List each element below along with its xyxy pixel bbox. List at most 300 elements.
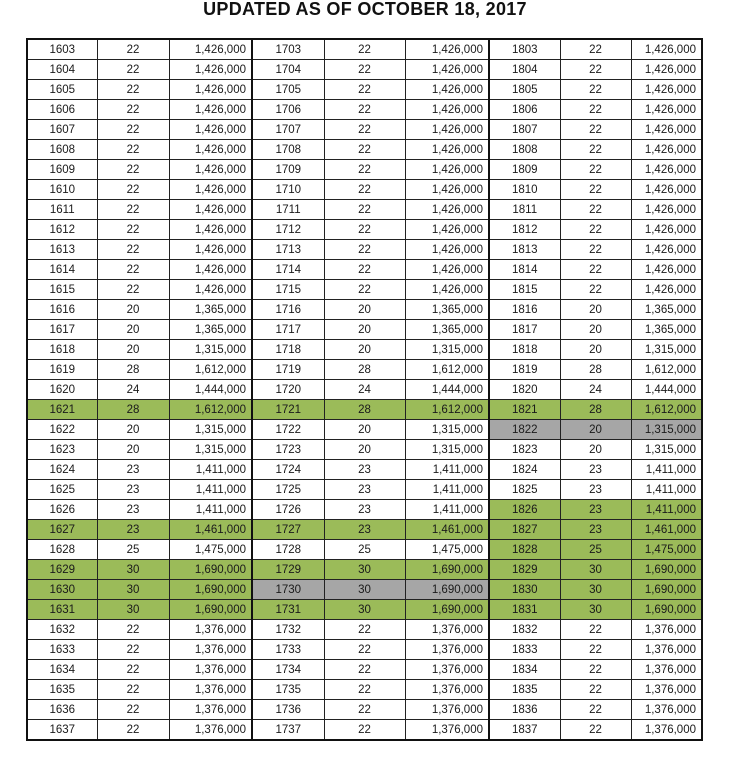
- price-cell: 1,426,000: [631, 240, 702, 260]
- size-cell: 22: [560, 180, 631, 200]
- price-cell: 1,376,000: [405, 640, 489, 660]
- size-cell: 22: [324, 700, 405, 720]
- unit-number-cell: 1708: [252, 140, 324, 160]
- size-cell: 20: [97, 440, 169, 460]
- unit-number-cell: 1723: [252, 440, 324, 460]
- table-row: [27, 60, 702, 80]
- price-cell: 1,426,000: [631, 60, 702, 80]
- size-cell: 20: [560, 340, 631, 360]
- price-cell: 1,315,000: [169, 420, 252, 440]
- size-cell: 20: [324, 320, 405, 340]
- unit-number-cell: 1705: [252, 80, 324, 100]
- table-row: [27, 200, 702, 220]
- unit-number-cell: 1812: [489, 220, 560, 240]
- size-cell: 22: [560, 120, 631, 140]
- unit-number-cell: 1618: [27, 340, 97, 360]
- size-cell: 28: [324, 360, 405, 380]
- size-cell: 24: [560, 380, 631, 400]
- unit-number-cell: 1728: [252, 540, 324, 560]
- price-cell: 1,426,000: [631, 39, 702, 60]
- price-cell: 1,426,000: [405, 180, 489, 200]
- table-row: [27, 320, 702, 340]
- price-cell: 1,426,000: [169, 160, 252, 180]
- size-cell: 23: [97, 480, 169, 500]
- price-cell: 1,426,000: [169, 100, 252, 120]
- price-cell: 1,315,000: [405, 440, 489, 460]
- price-cell: 1,426,000: [631, 200, 702, 220]
- unit-number-cell: 1729: [252, 560, 324, 580]
- size-cell: 20: [560, 440, 631, 460]
- unit-number-cell: 1824: [489, 460, 560, 480]
- table-row: [27, 120, 702, 140]
- price-cell: 1,426,000: [169, 180, 252, 200]
- price-cell: 1,426,000: [631, 100, 702, 120]
- size-cell: 22: [324, 60, 405, 80]
- unit-number-cell: 1805: [489, 80, 560, 100]
- unit-number-cell: 1633: [27, 640, 97, 660]
- unit-number-cell: 1818: [489, 340, 560, 360]
- size-cell: 22: [97, 280, 169, 300]
- size-cell: 22: [560, 160, 631, 180]
- price-cell: 1,426,000: [631, 140, 702, 160]
- size-cell: 30: [97, 560, 169, 580]
- size-cell: 22: [324, 260, 405, 280]
- size-cell: 22: [97, 140, 169, 160]
- size-cell: 23: [324, 500, 405, 520]
- size-cell: 22: [560, 39, 631, 60]
- price-cell: 1,612,000: [405, 400, 489, 420]
- unit-price-table: [26, 38, 703, 741]
- size-cell: 22: [324, 200, 405, 220]
- unit-number-cell: 1836: [489, 700, 560, 720]
- unit-number-cell: 1821: [489, 400, 560, 420]
- price-cell: 1,461,000: [169, 520, 252, 540]
- unit-number-cell: 1628: [27, 540, 97, 560]
- unit-number-cell: 1804: [489, 60, 560, 80]
- size-cell: 22: [560, 620, 631, 640]
- price-cell: 1,376,000: [169, 700, 252, 720]
- table-row: [27, 700, 702, 720]
- size-cell: 25: [560, 540, 631, 560]
- price-cell: 1,690,000: [169, 600, 252, 620]
- unit-number-cell: 1814: [489, 260, 560, 280]
- price-cell: 1,376,000: [405, 660, 489, 680]
- price-cell: 1,426,000: [405, 280, 489, 300]
- unit-number-cell: 1835: [489, 680, 560, 700]
- size-cell: 22: [97, 620, 169, 640]
- unit-number-cell: 1629: [27, 560, 97, 580]
- table-row: [27, 440, 702, 460]
- price-cell: 1,426,000: [405, 200, 489, 220]
- size-cell: 30: [324, 580, 405, 600]
- unit-number-cell: 1625: [27, 480, 97, 500]
- unit-number-cell: 1623: [27, 440, 97, 460]
- size-cell: 22: [97, 200, 169, 220]
- price-cell: 1,426,000: [405, 60, 489, 80]
- price-cell: 1,376,000: [169, 640, 252, 660]
- price-cell: 1,411,000: [169, 480, 252, 500]
- size-cell: 28: [97, 400, 169, 420]
- size-cell: 23: [560, 520, 631, 540]
- unit-number-cell: 1733: [252, 640, 324, 660]
- table-row: [27, 160, 702, 180]
- price-cell: 1,315,000: [405, 420, 489, 440]
- size-cell: 20: [324, 420, 405, 440]
- table-row: [27, 460, 702, 480]
- size-cell: 20: [97, 340, 169, 360]
- price-cell: 1,426,000: [631, 260, 702, 280]
- price-cell: 1,411,000: [631, 500, 702, 520]
- table-row: [27, 80, 702, 100]
- price-cell: 1,426,000: [169, 280, 252, 300]
- size-cell: 22: [324, 80, 405, 100]
- unit-number-cell: 1609: [27, 160, 97, 180]
- price-cell: 1,426,000: [169, 240, 252, 260]
- unit-number-cell: 1718: [252, 340, 324, 360]
- price-cell: 1,376,000: [631, 660, 702, 680]
- unit-number-cell: 1604: [27, 60, 97, 80]
- size-cell: 28: [97, 360, 169, 380]
- price-cell: 1,426,000: [631, 180, 702, 200]
- price-cell: 1,411,000: [405, 500, 489, 520]
- price-cell: 1,612,000: [631, 360, 702, 380]
- size-cell: 22: [560, 280, 631, 300]
- size-cell: 30: [560, 580, 631, 600]
- size-cell: 22: [324, 660, 405, 680]
- size-cell: 25: [324, 540, 405, 560]
- size-cell: 20: [324, 440, 405, 460]
- table-row: [27, 620, 702, 640]
- unit-number-cell: 1827: [489, 520, 560, 540]
- unit-number-cell: 1834: [489, 660, 560, 680]
- size-cell: 22: [324, 240, 405, 260]
- size-cell: 22: [324, 160, 405, 180]
- page-title: UPDATED AS OF OCTOBER 18, 2017: [203, 0, 527, 19]
- unit-number-cell: 1620: [27, 380, 97, 400]
- price-cell: 1,426,000: [405, 120, 489, 140]
- size-cell: 20: [560, 420, 631, 440]
- size-cell: 22: [97, 700, 169, 720]
- size-cell: 22: [324, 280, 405, 300]
- size-cell: 28: [560, 400, 631, 420]
- size-cell: 22: [97, 720, 169, 741]
- price-cell: 1,426,000: [169, 80, 252, 100]
- unit-number-cell: 1711: [252, 200, 324, 220]
- price-cell: 1,376,000: [169, 680, 252, 700]
- size-cell: 22: [97, 660, 169, 680]
- size-cell: 28: [560, 360, 631, 380]
- unit-number-cell: 1803: [489, 39, 560, 60]
- size-cell: 20: [97, 320, 169, 340]
- price-cell: 1,690,000: [631, 560, 702, 580]
- price-cell: 1,411,000: [405, 480, 489, 500]
- table-row: [27, 600, 702, 620]
- size-cell: 22: [324, 620, 405, 640]
- size-cell: 22: [560, 140, 631, 160]
- size-cell: 23: [97, 520, 169, 540]
- price-cell: 1,376,000: [631, 680, 702, 700]
- size-cell: 22: [560, 100, 631, 120]
- price-cell: 1,426,000: [405, 260, 489, 280]
- table-row: [27, 560, 702, 580]
- size-cell: 22: [324, 120, 405, 140]
- size-cell: 22: [97, 240, 169, 260]
- price-cell: 1,411,000: [405, 460, 489, 480]
- price-cell: 1,444,000: [405, 380, 489, 400]
- size-cell: 20: [324, 340, 405, 360]
- size-cell: 22: [97, 260, 169, 280]
- unit-number-cell: 1719: [252, 360, 324, 380]
- unit-number-cell: 1813: [489, 240, 560, 260]
- price-cell: 1,461,000: [631, 520, 702, 540]
- table-row: [27, 720, 702, 741]
- size-cell: 30: [560, 600, 631, 620]
- unit-number-cell: 1621: [27, 400, 97, 420]
- price-cell: 1,426,000: [169, 220, 252, 240]
- price-cell: 1,690,000: [405, 600, 489, 620]
- table-row: [27, 660, 702, 680]
- size-cell: 22: [97, 640, 169, 660]
- price-cell: 1,365,000: [631, 320, 702, 340]
- unit-number-cell: 1615: [27, 280, 97, 300]
- size-cell: 22: [97, 220, 169, 240]
- unit-number-cell: 1607: [27, 120, 97, 140]
- unit-number-cell: 1716: [252, 300, 324, 320]
- unit-number-cell: 1614: [27, 260, 97, 280]
- table-row: [27, 520, 702, 540]
- size-cell: 22: [560, 200, 631, 220]
- unit-number-cell: 1828: [489, 540, 560, 560]
- size-cell: 22: [324, 720, 405, 741]
- price-cell: 1,690,000: [169, 580, 252, 600]
- price-cell: 1,376,000: [405, 720, 489, 741]
- price-cell: 1,444,000: [631, 380, 702, 400]
- price-cell: 1,426,000: [405, 39, 489, 60]
- size-cell: 22: [560, 60, 631, 80]
- size-cell: 22: [97, 60, 169, 80]
- unit-number-cell: 1815: [489, 280, 560, 300]
- price-cell: 1,426,000: [405, 140, 489, 160]
- price-cell: 1,426,000: [631, 120, 702, 140]
- size-cell: 23: [324, 520, 405, 540]
- unit-number-cell: 1720: [252, 380, 324, 400]
- table-row: [27, 240, 702, 260]
- size-cell: 23: [560, 480, 631, 500]
- size-cell: 20: [560, 300, 631, 320]
- size-cell: 24: [97, 380, 169, 400]
- table-row: [27, 380, 702, 400]
- price-cell: 1,426,000: [169, 120, 252, 140]
- unit-number-cell: 1706: [252, 100, 324, 120]
- size-cell: 22: [560, 240, 631, 260]
- table-row: [27, 360, 702, 380]
- unit-number-cell: 1817: [489, 320, 560, 340]
- unit-number-cell: 1811: [489, 200, 560, 220]
- unit-number-cell: 1624: [27, 460, 97, 480]
- price-cell: 1,690,000: [405, 580, 489, 600]
- unit-number-cell: 1610: [27, 180, 97, 200]
- unit-number-cell: 1707: [252, 120, 324, 140]
- table-row: [27, 580, 702, 600]
- unit-number-cell: 1731: [252, 600, 324, 620]
- size-cell: 22: [324, 180, 405, 200]
- unit-number-cell: 1726: [252, 500, 324, 520]
- unit-number-cell: 1630: [27, 580, 97, 600]
- table-row: [27, 260, 702, 280]
- size-cell: 30: [560, 560, 631, 580]
- price-cell: 1,426,000: [169, 39, 252, 60]
- size-cell: 23: [324, 460, 405, 480]
- table-row: [27, 420, 702, 440]
- unit-number-cell: 1737: [252, 720, 324, 741]
- unit-number-cell: 1826: [489, 500, 560, 520]
- size-cell: 22: [97, 39, 169, 60]
- price-cell: 1,376,000: [405, 620, 489, 640]
- unit-number-cell: 1730: [252, 580, 324, 600]
- unit-number-cell: 1631: [27, 600, 97, 620]
- price-cell: 1,426,000: [405, 100, 489, 120]
- unit-number-cell: 1732: [252, 620, 324, 640]
- unit-number-cell: 1608: [27, 140, 97, 160]
- price-cell: 1,426,000: [631, 280, 702, 300]
- size-cell: 22: [560, 260, 631, 280]
- table-row: [27, 500, 702, 520]
- size-cell: 23: [560, 460, 631, 480]
- table-row: [27, 100, 702, 120]
- unit-number-cell: 1735: [252, 680, 324, 700]
- unit-number-cell: 1830: [489, 580, 560, 600]
- price-cell: 1,376,000: [169, 620, 252, 640]
- unit-number-cell: 1635: [27, 680, 97, 700]
- unit-number-cell: 1606: [27, 100, 97, 120]
- price-cell: 1,690,000: [405, 560, 489, 580]
- price-cell: 1,411,000: [631, 480, 702, 500]
- size-cell: 22: [324, 220, 405, 240]
- unit-number-cell: 1807: [489, 120, 560, 140]
- unit-number-cell: 1823: [489, 440, 560, 460]
- price-cell: 1,376,000: [405, 700, 489, 720]
- unit-number-cell: 1722: [252, 420, 324, 440]
- table-row: [27, 140, 702, 160]
- price-cell: 1,690,000: [631, 580, 702, 600]
- unit-number-cell: 1632: [27, 620, 97, 640]
- price-cell: 1,376,000: [169, 660, 252, 680]
- price-cell: 1,365,000: [405, 320, 489, 340]
- size-cell: 22: [560, 720, 631, 741]
- price-cell: 1,426,000: [169, 200, 252, 220]
- price-cell: 1,411,000: [169, 460, 252, 480]
- table-row: [27, 480, 702, 500]
- size-cell: 22: [560, 220, 631, 240]
- size-cell: 22: [324, 39, 405, 60]
- price-cell: 1,444,000: [169, 380, 252, 400]
- unit-number-cell: 1736: [252, 700, 324, 720]
- unit-number-cell: 1622: [27, 420, 97, 440]
- unit-number-cell: 1636: [27, 700, 97, 720]
- price-cell: 1,475,000: [169, 540, 252, 560]
- unit-number-cell: 1613: [27, 240, 97, 260]
- table-row: [27, 340, 702, 360]
- price-cell: 1,376,000: [405, 680, 489, 700]
- size-cell: 23: [560, 500, 631, 520]
- unit-number-cell: 1637: [27, 720, 97, 741]
- unit-number-cell: 1703: [252, 39, 324, 60]
- price-cell: 1,315,000: [169, 340, 252, 360]
- unit-number-cell: 1810: [489, 180, 560, 200]
- size-cell: 20: [97, 300, 169, 320]
- unit-number-cell: 1717: [252, 320, 324, 340]
- size-cell: 22: [560, 680, 631, 700]
- unit-number-cell: 1634: [27, 660, 97, 680]
- unit-number-cell: 1820: [489, 380, 560, 400]
- price-cell: 1,612,000: [169, 400, 252, 420]
- price-cell: 1,426,000: [405, 220, 489, 240]
- price-cell: 1,426,000: [631, 220, 702, 240]
- unit-number-cell: 1825: [489, 480, 560, 500]
- unit-number-cell: 1605: [27, 80, 97, 100]
- price-cell: 1,426,000: [631, 160, 702, 180]
- price-cell: 1,612,000: [631, 400, 702, 420]
- unit-number-cell: 1829: [489, 560, 560, 580]
- unit-number-cell: 1806: [489, 100, 560, 120]
- size-cell: 30: [97, 580, 169, 600]
- size-cell: 20: [324, 300, 405, 320]
- size-cell: 20: [560, 320, 631, 340]
- unit-number-cell: 1709: [252, 160, 324, 180]
- size-cell: 22: [560, 640, 631, 660]
- unit-number-cell: 1832: [489, 620, 560, 640]
- size-cell: 22: [324, 140, 405, 160]
- price-cell: 1,461,000: [405, 520, 489, 540]
- price-cell: 1,376,000: [169, 720, 252, 741]
- unit-number-cell: 1725: [252, 480, 324, 500]
- price-cell: 1,475,000: [631, 540, 702, 560]
- price-cell: 1,365,000: [169, 300, 252, 320]
- table-row: [27, 280, 702, 300]
- unit-number-cell: 1603: [27, 39, 97, 60]
- unit-number-cell: 1626: [27, 500, 97, 520]
- size-cell: 22: [324, 640, 405, 660]
- unit-number-cell: 1808: [489, 140, 560, 160]
- size-cell: 28: [324, 400, 405, 420]
- unit-number-cell: 1619: [27, 360, 97, 380]
- table-row: [27, 39, 702, 60]
- price-cell: 1,376,000: [631, 620, 702, 640]
- price-cell: 1,365,000: [169, 320, 252, 340]
- unit-number-cell: 1724: [252, 460, 324, 480]
- size-cell: 22: [324, 680, 405, 700]
- unit-number-cell: 1627: [27, 520, 97, 540]
- table-row: [27, 680, 702, 700]
- price-cell: 1,315,000: [631, 440, 702, 460]
- unit-number-cell: 1712: [252, 220, 324, 240]
- price-cell: 1,426,000: [169, 260, 252, 280]
- size-cell: 22: [560, 80, 631, 100]
- price-cell: 1,376,000: [631, 700, 702, 720]
- price-cell: 1,315,000: [405, 340, 489, 360]
- price-cell: 1,315,000: [631, 340, 702, 360]
- price-cell: 1,426,000: [405, 240, 489, 260]
- price-cell: 1,612,000: [405, 360, 489, 380]
- table-row: [27, 640, 702, 660]
- size-cell: 23: [97, 500, 169, 520]
- table-body: [27, 39, 702, 740]
- price-cell: 1,426,000: [169, 140, 252, 160]
- unit-number-cell: 1837: [489, 720, 560, 741]
- size-cell: 22: [97, 680, 169, 700]
- size-cell: 23: [97, 460, 169, 480]
- table-row: [27, 540, 702, 560]
